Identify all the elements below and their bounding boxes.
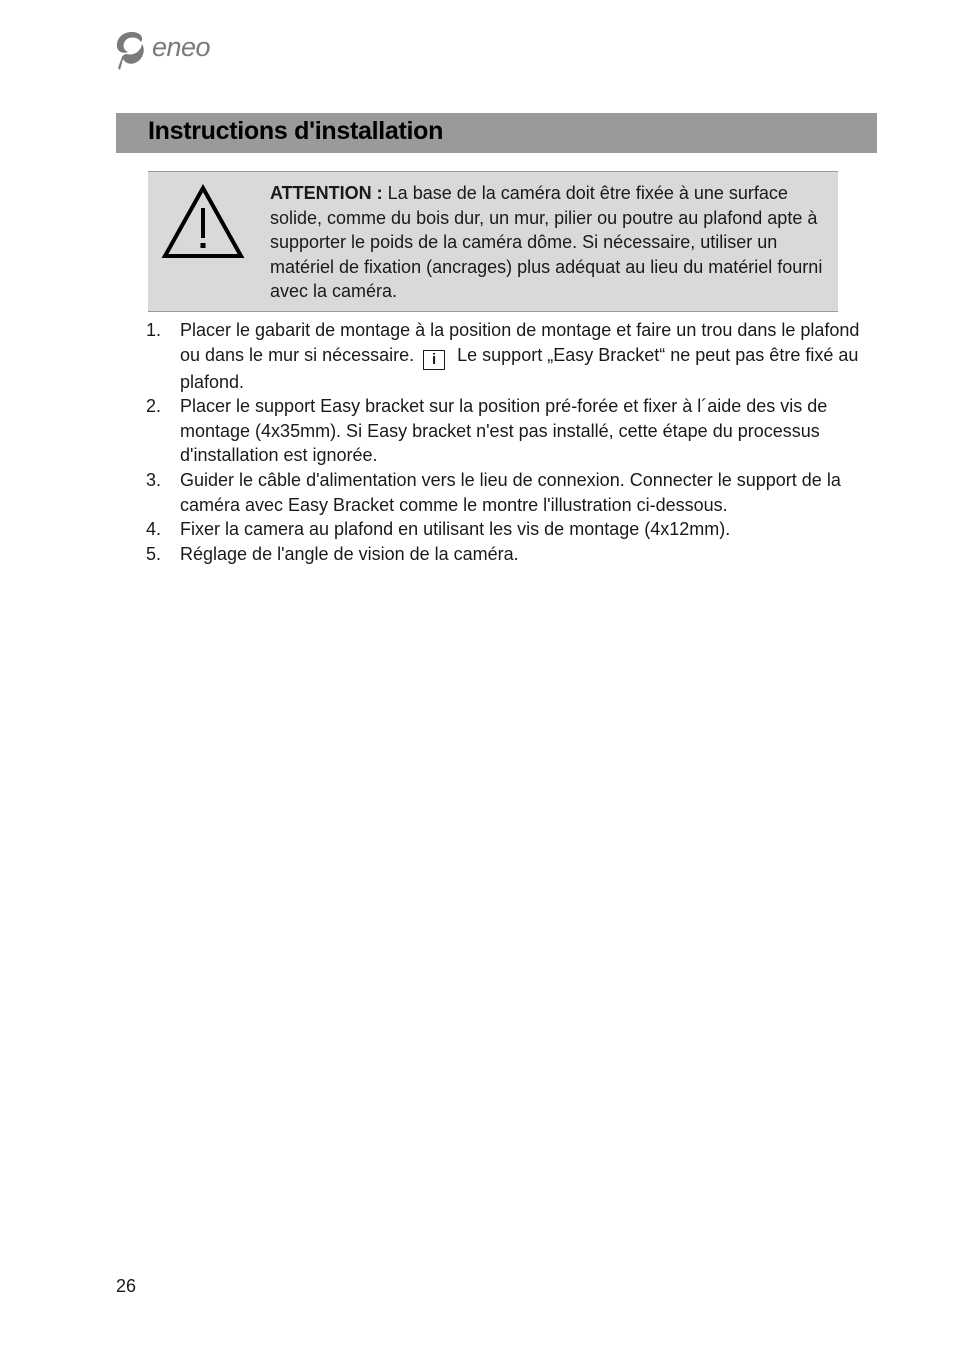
list-item bbox=[146, 517, 872, 542]
step-text: Réglage de l'angle de vision de la caméra. bbox=[180, 543, 519, 564]
page-number: 26 bbox=[116, 1276, 137, 1296]
section-title: Instructions d'installation bbox=[148, 117, 444, 145]
notice-text bbox=[270, 181, 832, 304]
list-item bbox=[146, 318, 872, 394]
section-title-bar bbox=[116, 113, 877, 153]
notice-body: La base de la caméra doit être fixée à une surface solide, comme du bois dur, un mur, pilier ou poutre au plafond apte à supporter le poids de la caméra dôme. Si nécessaire, utiliser un matériel de fixation (ancrages) plus adéquat au lieu du matériel fourni avec la caméra. bbox=[270, 183, 823, 302]
step-text: Placer le gabarit de montage à la position de montage et faire un trou dans le plafond ou dans le mur si nécessaire. bbox=[180, 320, 860, 365]
attention-notice bbox=[148, 171, 838, 312]
list-item bbox=[146, 468, 872, 517]
info-icon: i bbox=[423, 350, 445, 370]
step-text: Guider le câble d'alimentation vers le lieu de connexion. Connecter le support de la caméra avec Easy Bracket comme le montre l'illustration ci-dessous. bbox=[180, 469, 841, 515]
step-number: 5. bbox=[146, 543, 162, 564]
step-number: 2. bbox=[146, 396, 162, 417]
logo-wordmark: eneo bbox=[152, 32, 211, 62]
eneo-logo bbox=[114, 30, 224, 72]
step-text-note: Le support „Easy Bracket“ ne peut pas être fixé au plafond. bbox=[180, 344, 859, 392]
list-item bbox=[146, 394, 872, 468]
list-item bbox=[146, 542, 872, 567]
step-number: 4. bbox=[146, 519, 162, 540]
eneo-swirl-icon bbox=[114, 30, 150, 72]
step-number: 1. bbox=[146, 320, 162, 340]
step-text: Placer le support Easy bracket sur la position pré-forée et fixer à l´aide des vis de montage (4x35mm). Si Easy bracket n'est pas installé, cette étape du processus d'installation est ignorée. bbox=[180, 396, 828, 466]
notice-label: ATTENTION : bbox=[270, 183, 383, 203]
step-number: 3. bbox=[146, 469, 162, 490]
warning-triangle-icon bbox=[161, 184, 245, 260]
step-text: Fixer la camera au plafond en utilisant les vis de montage (4x12mm). bbox=[180, 519, 731, 540]
installation-steps bbox=[146, 318, 872, 566]
